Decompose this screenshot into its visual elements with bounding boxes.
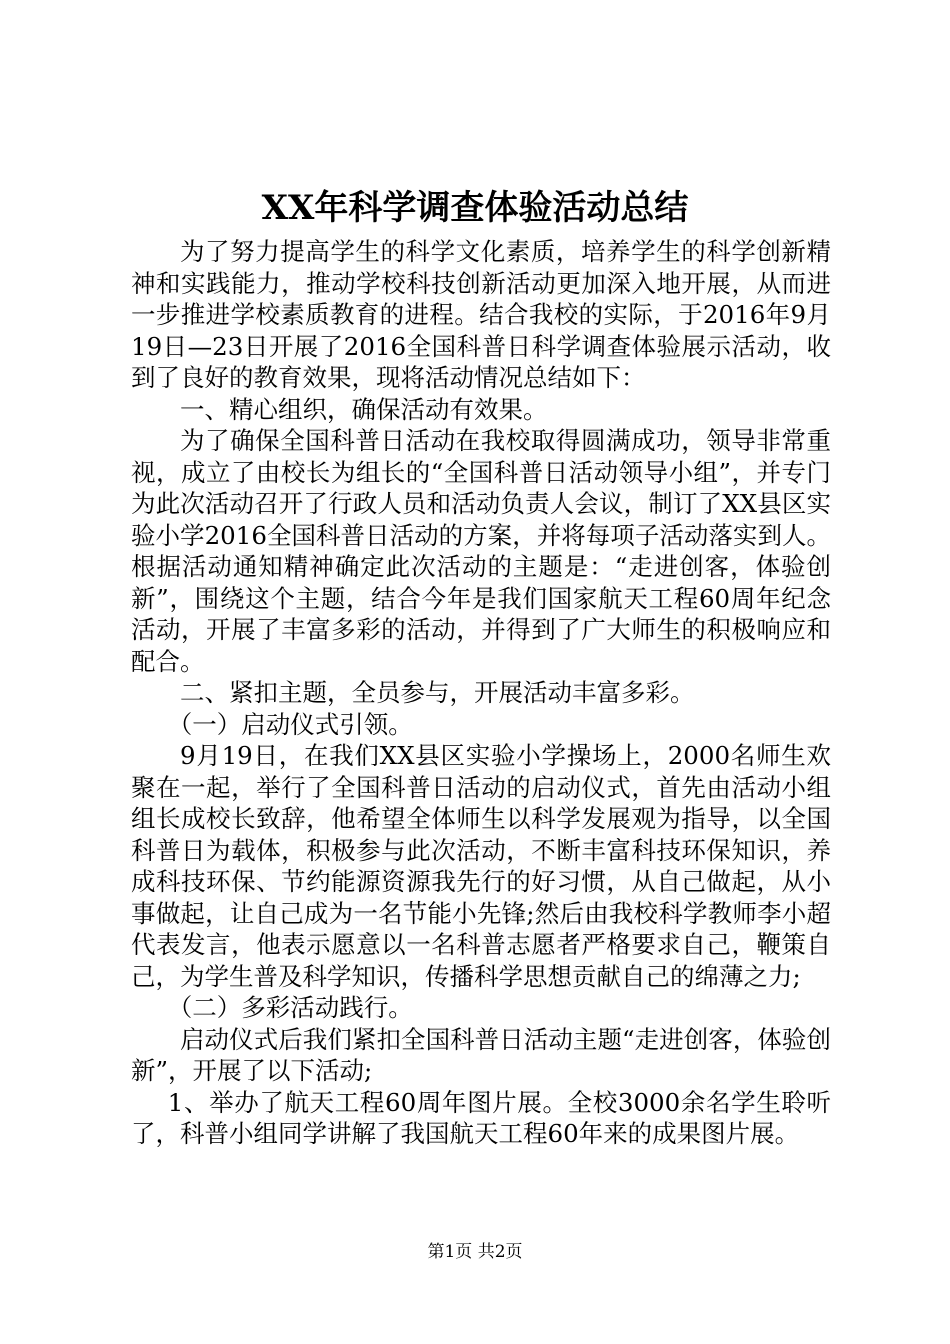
section-heading-2: 二、紧扣主题，全员参与，开展活动丰富多彩。 bbox=[180, 678, 695, 707]
paragraph-activities: 启动仪式后我们紧扣全国科普日活动主题“走进创客，体验创新”，开展了以下活动; bbox=[131, 1024, 831, 1085]
subsection-heading-2: （二）多彩活动践行。 bbox=[167, 993, 413, 1022]
document-body bbox=[131, 236, 831, 1150]
paragraph-list-item-1: 1、举办了航天工程60周年图片展。全校3000余名学生聆听了，科普小组同学讲解了我国航天工程60年来的成果图片展。 bbox=[131, 1087, 831, 1148]
page-footer: 第1页 共2页 bbox=[427, 1242, 523, 1262]
paragraph-intro: 为了努力提高学生的科学文化素质，培养学生的科学创新精神和实践能力，推动学校科技创新活动更加深入地开展，从而进一步推进学校素质教育的进程。结合我校的实际，于2016年9月19日—23日开展了2016全国科普日科学调查体验展示活动，收到了良好的教育效果，现将活动情况总结如下： bbox=[131, 237, 831, 392]
section-heading-1: 一、精心组织，确保活动有效果。 bbox=[180, 394, 548, 424]
subsection-heading-1: （一）启动仪式引领。 bbox=[167, 709, 413, 739]
paragraph-ceremony: 9月19日，在我们XX县区实验小学操场上，2000名师生欢聚在一起，举行了全国科普日活动的启动仪式，首先由活动小组组长成校长致辞，他希望全体师生以科学发展观为指导，以全国科普日为载体，积极参与此次活动，不断丰富科技环保知识，养成科技环保、节约能源资源我先行的好习惯，从自己做起，从小事做起，让自己成为一名节能小先锋;然后由我校科学教师李小超代表发言，他表示愿意以一名科普志愿者严格要求自己，鞭策自己，为学生普及科学知识，传播科学思想贡献自己的绵薄之力; bbox=[131, 741, 831, 991]
document-title: XX年科学调查体验活动总结 bbox=[261, 188, 689, 228]
paragraph-organization: 为了确保全国科普日活动在我校取得圆满成功，领导非常重视，成立了由校长为组长的“全国科普日活动领导小组”，并专门为此次活动召开了行政人员和活动负责人会议，制订了XX县区实验小学2016全国科普日活动的方案，并将每项子活动落实到人。根据活动通知精神确定此次活动的主题是：“走进创客，体验创新”，围绕这个主题，结合今年是我们国家航天工程60周年纪念活动，开展了丰富多彩的活动，并得到了广大师生的积极响应和配合。 bbox=[131, 426, 831, 676]
